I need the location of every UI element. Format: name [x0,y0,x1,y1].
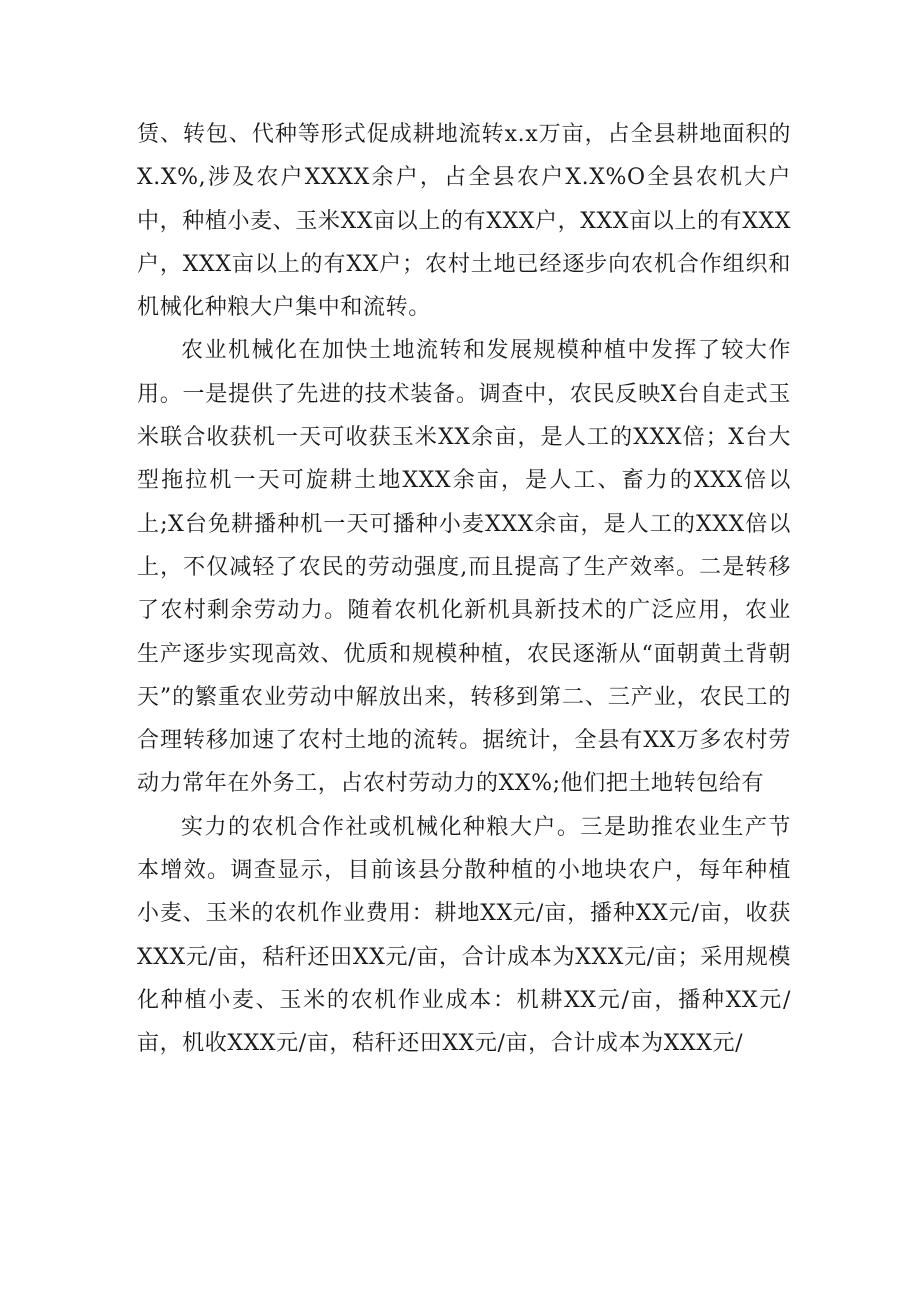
document-page [137,113,791,1066]
paragraph-mechanization-role: 农业机械化在加快土地流转和发展规模种植中发挥了较大作用。一是提供了先进的技术装备。调查中，农民反映X台自走式玉米联合收获机一天可收获玉米XX余亩，是人工的XXX倍；X台大型拖拉机一天可旋耕土地XXX余亩，是人工、畜力的XXX倍以上;X台免耕播种机一天可播种小麦XXX余亩，是人工的XXX倍以上，不仅减轻了农民的劳动强度,而且提高了生产效率。二是转移了农村剩余劳动力。随着农机化新机具新技术的广泛应用，农业生产逐步实现高效、优质和规模种植，农民逐渐从“面朝黄土背朝天”的繁重农业劳动中解放出来，转移到第二、三产业，农民工的合理转移加速了农村土地的流转。据统计，全县有XX万多农村劳动力常年在外务工，占农村劳动力的XX%;他们把土地转包给有 [137,338,791,797]
paragraph-land-transfer: 赁、转包、代种等形式促成耕地流转x.x万亩，占全县耕地面积的X.X%,涉及农户XXXX余户，占全县农户X.X%O全县农机大户中，种植小麦、玉米XX亩以上的有XXX户，XXX亩以上的有XXX户，XXX亩以上的有XX户；农村土地已经逐步向农机合作组织和机械化种粮大户集中和流转。 [137,122,791,321]
paragraph-cost-reduction: 实力的农机合作社或机械化种粮大户。三是助推农业生产节本增效。调查显示，目前该县分散种植的小地块农户，每年种植小麦、玉米的农机作业费用：耕地XX元/亩，播种XX元/亩，收获XXX元/亩，秸秆还田XX元/亩，合计成本为XXX元/亩；采用规模化种植小麦、玉米的农机作业成本：机耕XX元/亩，播种XX元/亩，机收XXX元/亩，秸秆还田XX元/亩，合计成本为XXX元/ [137,814,791,1057]
